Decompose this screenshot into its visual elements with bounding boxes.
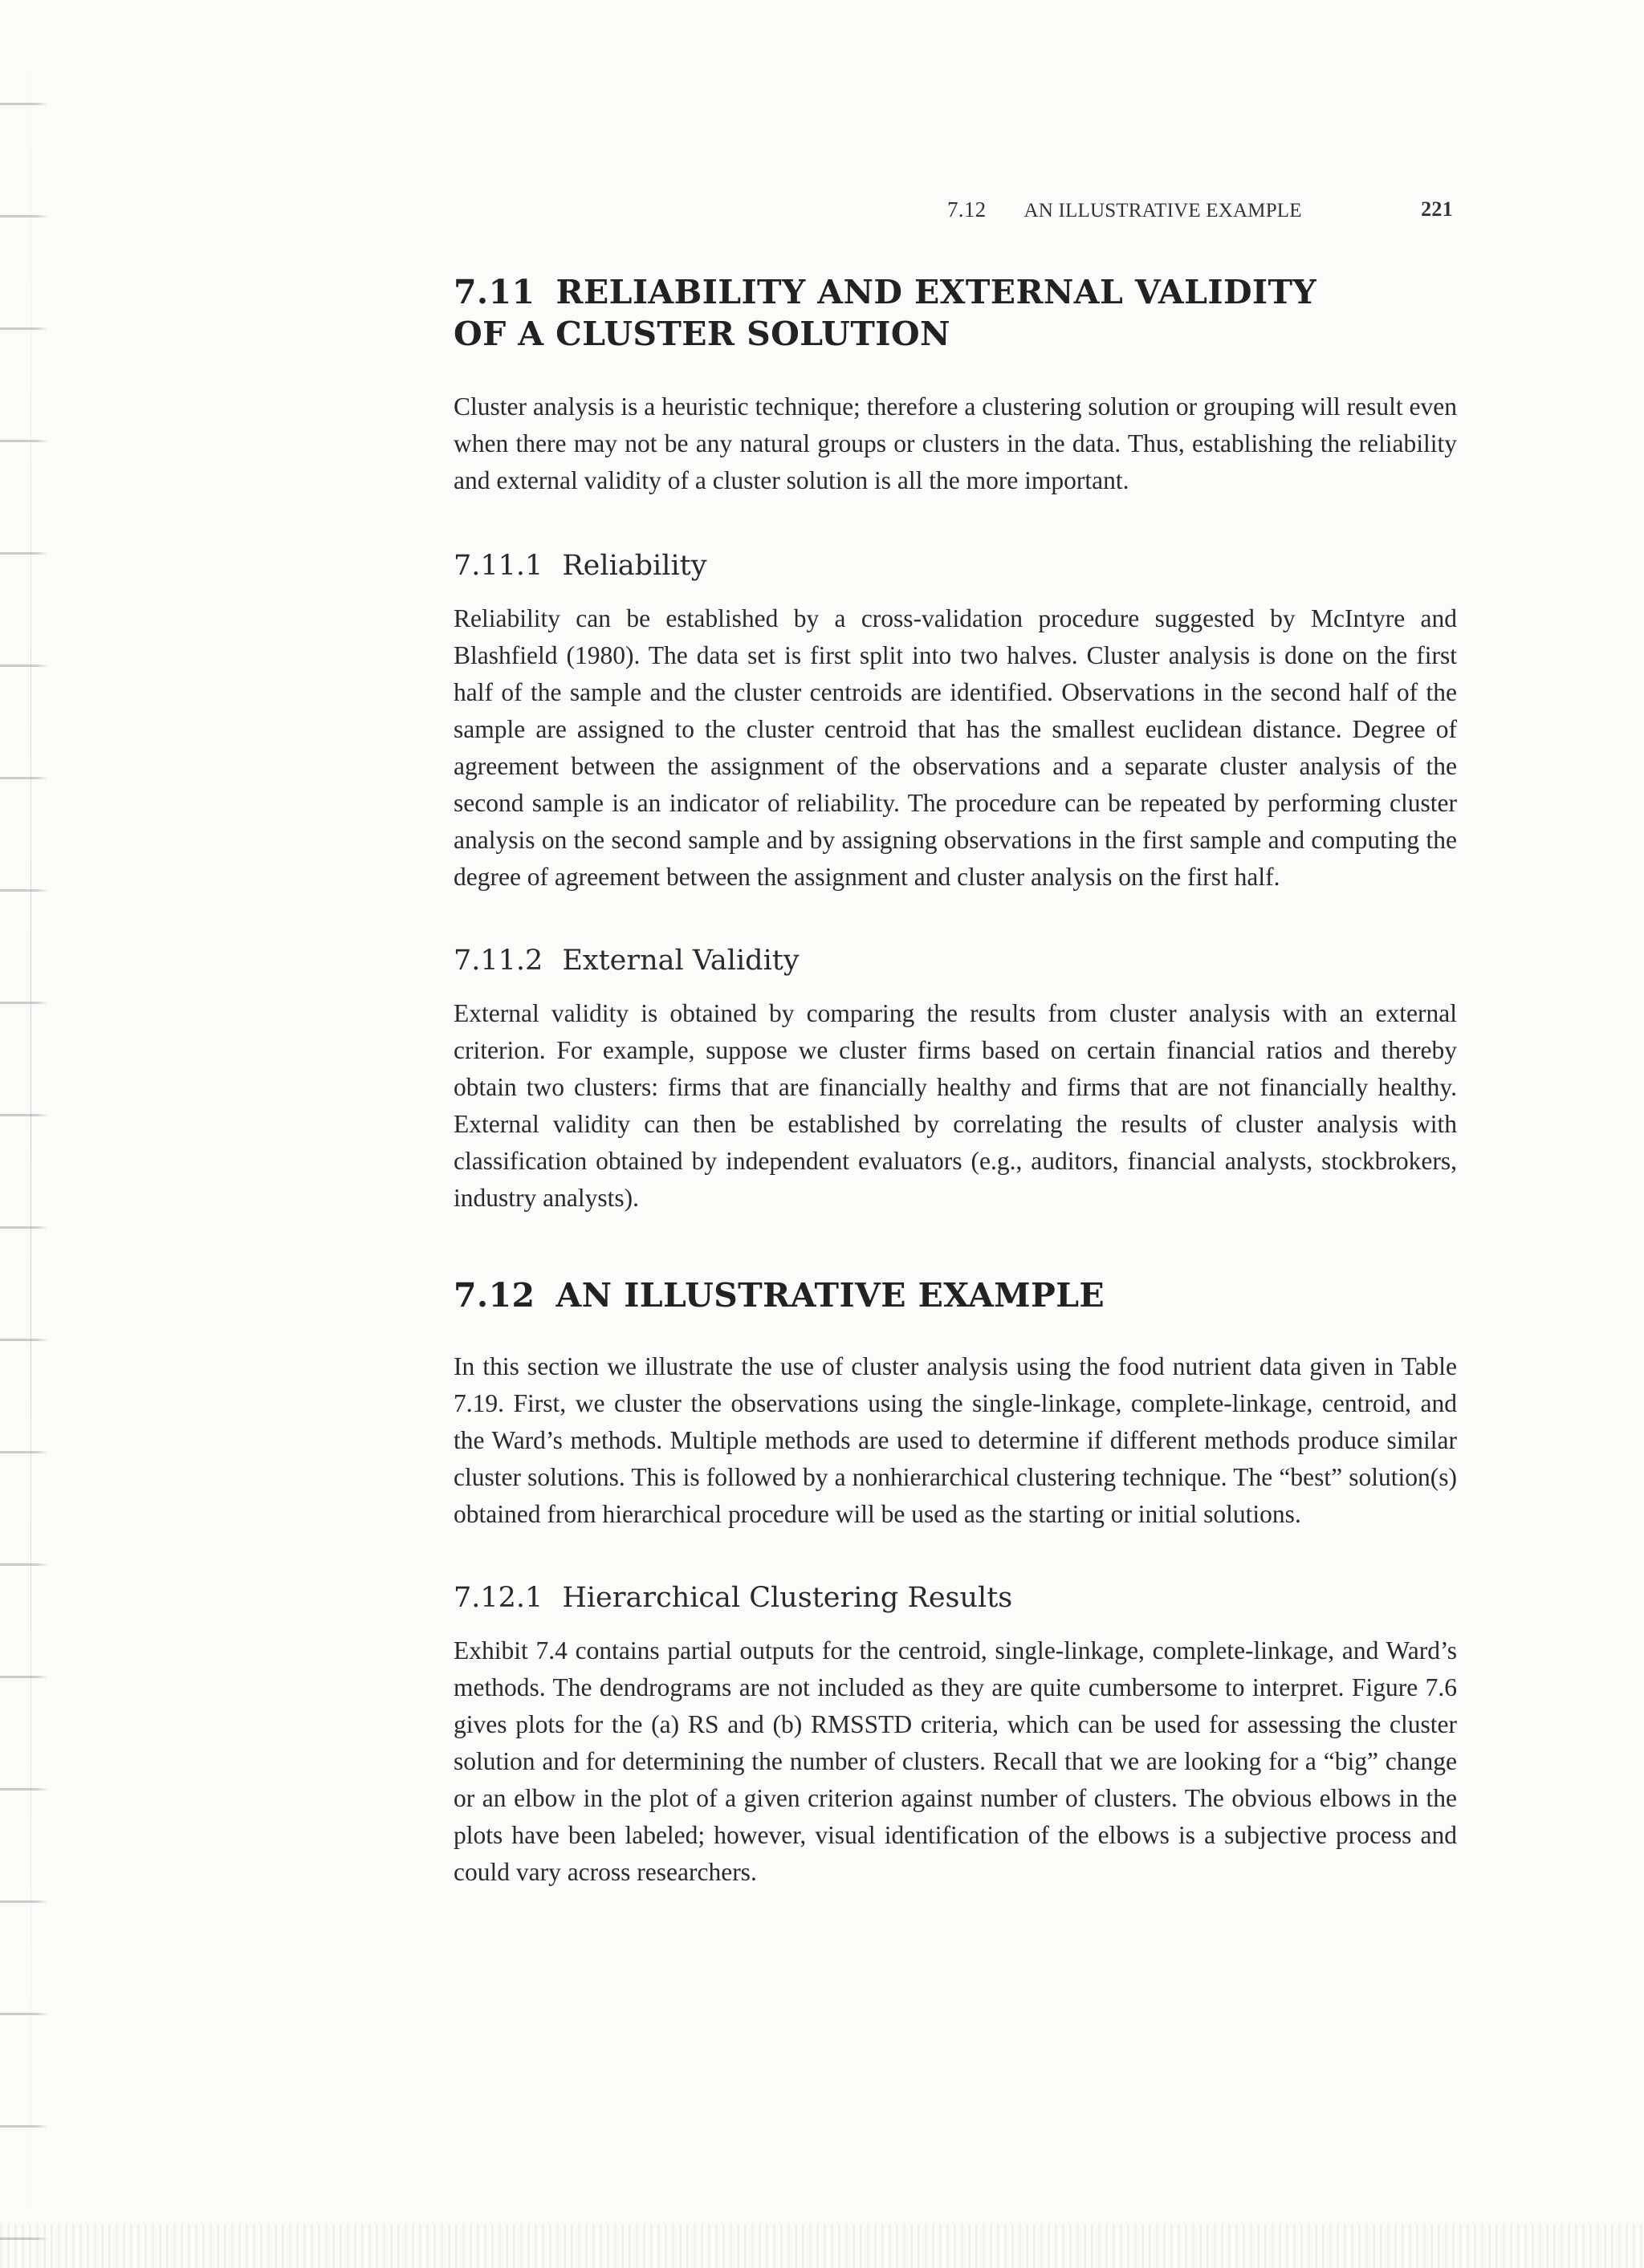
subsection-title: External Validity [562,945,800,977]
subsection-number: 7.11.1 [454,550,543,582]
section-heading-7-11 [454,271,1457,355]
external-validity-paragraph: External validity is obtained by comparing the results from cluster analysis with an external criterion. For example, suppose we cluster firms based on certain financial ratios and thereby obtain two clusters: firms that are financially healthy and firms that are not financially healthy. External validity can then be established by correlating the results of cluster analysis with classification obtained by independent evaluators (e.g., auditors, financial analysts, stockbrokers, industry analysts). [454,999,1457,1212]
section-title-line-2: OF A CLUSTER SOLUTION [454,315,950,353]
running-header-section-title: AN ILLUSTRATIVE EXAMPLE [1023,200,1302,222]
subsection-title: Hierarchical Clustering Results [562,1582,1013,1614]
subsection-number: 7.12.1 [454,1582,543,1614]
subsection-heading-7-12-1 [454,1579,1457,1616]
running-header-section-number: 7.12 [947,197,987,222]
section-7-11-intro-paragraph: Cluster analysis is a heuristic technique; therefore a clustering solution or grouping will result even when there may not be any natural groups or clusters in the data. Thus, establishing the reliability and external validity of a cluster solution is all the more important. [454,392,1457,494]
section-number: 7.12 [454,1276,535,1315]
subsection-title: Reliability [562,550,707,582]
subsection-heading-7-11-2 [454,942,1457,979]
section-title-line-1: RELIABILITY AND EXTERNAL VALIDITY [555,273,1317,311]
section-title-line-1: AN ILLUSTRATIVE EXAMPLE [555,1276,1105,1315]
section-number: 7.11 [454,273,535,311]
page-number: 221 [1421,197,1453,221]
section-heading-7-12 [454,1274,1457,1316]
reliability-paragraph: Reliability can be established by a cross-validation procedure suggested by McIntyre and Blashfield (1980). The data set is first split into two halves. Cluster analysis is done on the first half of the sample and the cluster centroids are identified. Observations in the second half of the sample are assigned to the cluster centroid that has the smallest euclidean distance. Degree of agreement between the assignment of the observations and a separate cluster analysis of the second sample is an indicator of reliability. The procedure can be repeated by performing cluster analysis on the second sample and by assigning observations in the first sample and computing the degree of agreement between the assignment and cluster analysis on the first half. [454,604,1457,891]
subsection-number: 7.11.2 [454,945,543,977]
hierarchical-results-paragraph: Exhibit 7.4 contains partial outputs for the centroid, single-linkage, complete-linkage, and Ward’s methods. The dendrograms are not included as they are quite cumbersome to interpret. Figure 7.6 gives plots for the (a) RS and (b) RMSSTD criteria, which can be used for assessing the cluster solution and for determining the number of clusters. Recall that we are looking for a “big” change or an elbow in the plot of a given criterion against number of clusters. The obvious elbows in the plots have been labeled; however, visual identification of the elbows is a subjective process and could vary across researchers. [454,1636,1457,1886]
page-binding-marks [0,0,48,2268]
subsection-heading-7-11-1 [454,547,1457,584]
running-header [947,197,1453,222]
section-7-12-intro-paragraph: In this section we illustrate the use of cluster analysis using the food nutrient data given in Table 7.19. First, we cluster the observations using the single-linkage, complete-linkage, centroid, and the Ward’s methods. Multiple methods are used to determine if different methods produce similar cluster solutions. This is followed by a nonhierarchical clustering technique. The “best” solution(s) obtained from hierarchical procedure will be used as the starting or initial solutions. [454,1352,1457,1528]
page-scan-noise [0,2224,1644,2268]
page-content [454,271,1457,1891]
